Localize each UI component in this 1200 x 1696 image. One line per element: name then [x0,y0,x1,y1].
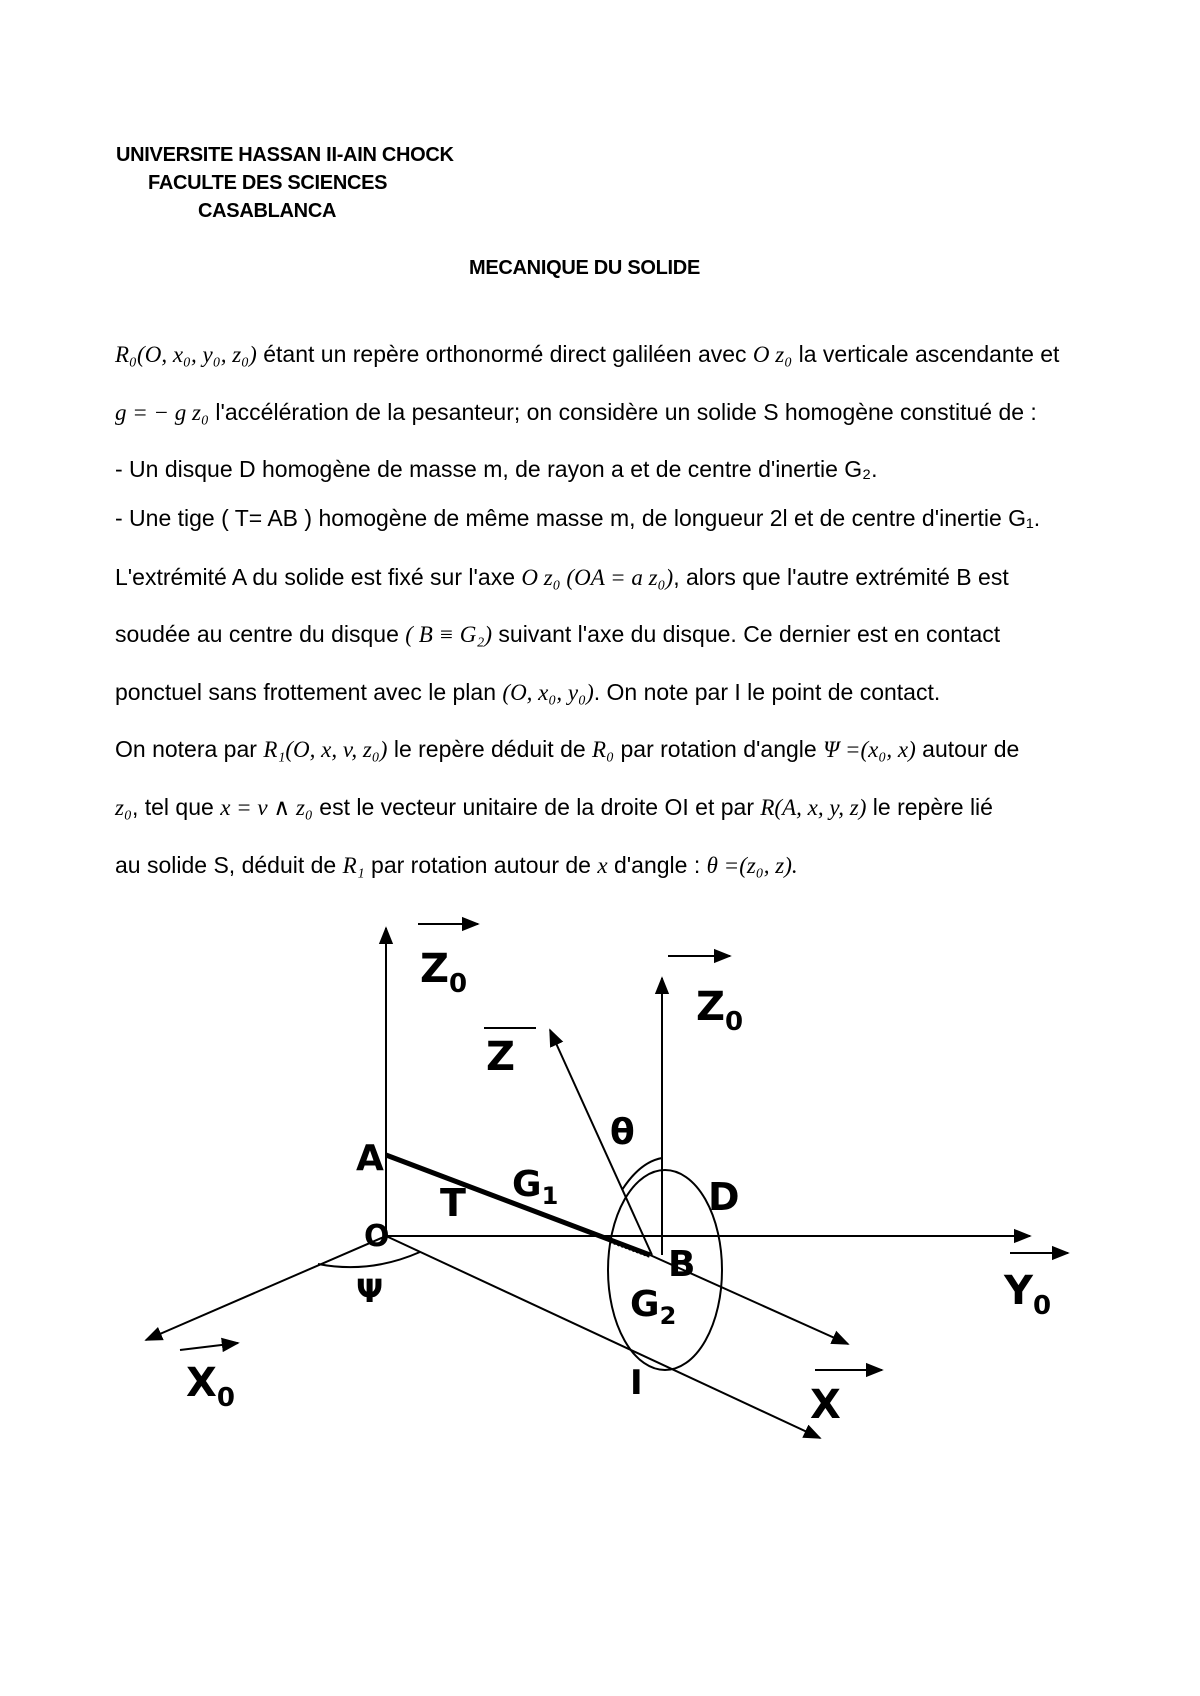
math-R1-b: R₁ [342,853,365,878]
label-X: X [810,1382,841,1428]
label-O: O [364,1219,390,1254]
math-g: g = − g z₀ [115,400,209,425]
math-plane: (O, x₀, y₀) [502,680,594,705]
paragraph-line-6 [115,620,1115,649]
math-R: R(A, x, y, z) [760,795,867,820]
text: , alors que l'autre extrémité B est [673,564,1009,590]
label-theta: θ [610,1112,635,1153]
label-B: B [668,1244,696,1285]
text: L'extrémité A du solide est fixé sur l'axe [115,564,522,590]
math-x: x [597,853,608,878]
paragraph-line-4: - Une tige ( T= AB ) homogène de même masse m, de longueur 2l et de centre d'inertie G₁. [115,505,1041,531]
mechanics-diagram [0,900,1200,1460]
theta-arc [622,1158,662,1190]
math-R0-b: R₀ [592,737,615,762]
text: par rotation d'angle [614,736,824,762]
label-G1: $G_1$ [512,1164,559,1210]
x0-axis [146,1236,386,1340]
text: autour de [915,736,1020,762]
text: est le vecteur unitaire de la droite OI et par [312,794,761,820]
math-oz0: O z₀ [752,342,793,367]
paragraph-line-3: - Un disque D homogène de masse m, de rayon a et de centre d'inertie G₂. [115,456,878,482]
label-G2: $G_2$ [630,1284,677,1330]
math-BG2: ( B ≡ G₂) [405,622,493,647]
label-Y0: $Y_0$ [1004,1268,1052,1321]
text: . On note par I le point de contact. [593,679,941,705]
paragraph-line-8 [115,735,1115,764]
label-A: A [356,1138,384,1179]
faculty-name: FACULTE DES SCIENCES [148,172,388,194]
math-OA: O z₀ (OA = a z₀) [521,565,674,590]
paragraph-line-10 [115,851,1115,880]
math-x-def: x = v ∧ z₀ [220,795,313,820]
label-Z0-left: $Z_0$ [420,946,468,999]
paragraph-line-5 [115,563,1115,592]
text: le repère lié [866,794,993,820]
text: suivant l'axe du disque. Ce dernier est en contact [492,621,1001,647]
label-Z: Z [486,1034,516,1080]
text: , tel que [131,794,221,820]
math-z0: z₀ [115,795,132,820]
university-name: UNIVERSITE HASSAN II-AIN CHOCK [116,144,454,166]
x0-vector-bar [180,1343,238,1350]
text: soudée au centre du disque [115,621,406,647]
text: le repère déduit de [387,736,593,762]
text: d'angle : [607,852,707,878]
disk-D [608,1170,722,1370]
label-D: D [708,1175,740,1219]
city-name: CASABLANCA [198,200,337,222]
text: l'accélération de la pesanteur; on considère un solide S homogène constitué de : [209,399,1037,425]
paragraph-line-9 [115,793,1115,822]
text: ponctuel sans frottement avec le plan [115,679,503,705]
math-psi: Ψ =(x₀, x) [823,737,916,762]
label-I: I [630,1363,643,1403]
text: par rotation autour de [364,852,598,878]
text: la verticale ascendante et [792,341,1060,367]
paragraph-line-7 [115,678,1115,707]
course-title: MECANIQUE DU SOLIDE [469,257,700,279]
label-X0: $X_0$ [186,1360,235,1413]
paragraph-line-2 [115,398,1115,427]
text: On notera par [115,736,264,762]
text: étant un repère orthonormé direct galiléen avec [256,341,753,367]
label-T: T [440,1181,466,1225]
text: au solide S, déduit de [115,852,343,878]
x-axis-OI [386,1236,820,1438]
math-R0: R₀(O, x₀, y₀, z₀) [115,342,257,367]
label-Z0-right: $Z_0$ [696,984,744,1037]
math-theta: θ =(z₀, z). [706,853,798,878]
math-R1: R₁(O, x, v, z₀) [263,737,388,762]
paragraph-line-1 [115,340,1115,369]
label-psi: Ψ [356,1272,384,1310]
